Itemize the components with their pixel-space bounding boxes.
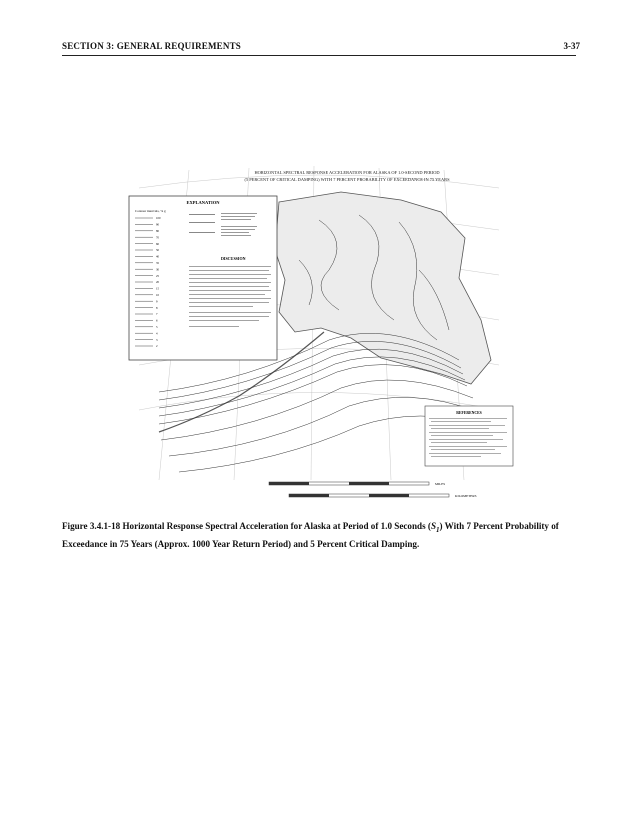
caption-suffix: ) With 7 Percent Probability of Exceedance in 75 Years (Approx. 1000 Year Return Period) and 5 Percent Critical Damping. <box>62 521 559 550</box>
contour-key-value: 6 <box>156 318 158 323</box>
contour-key-value: 4 <box>156 331 158 336</box>
contour-key-value: 30 <box>156 267 159 272</box>
explanation-box <box>129 196 277 360</box>
page-number: 3-37 <box>563 41 580 51</box>
contour-key-value: 7 <box>156 312 158 317</box>
discussion-title: DISCUSSION <box>221 256 246 261</box>
contour-key-value: 2 <box>156 344 158 349</box>
contour-key-value: 50 <box>156 248 159 253</box>
contour-key-value: 3 <box>156 337 158 342</box>
figure-caption <box>62 519 578 552</box>
alaska-spectral-map <box>119 160 516 505</box>
header-rule <box>62 55 576 56</box>
contour-key-value: 9 <box>156 299 158 304</box>
caption-symbol: S <box>430 521 436 531</box>
caption-subscript: 1 <box>436 525 440 534</box>
contour-key-value: 70 <box>156 235 159 240</box>
scale-km-label: KILOMETERS <box>455 494 477 498</box>
references-box <box>425 406 513 466</box>
scale-miles-label: MILES <box>435 482 446 486</box>
references-title: REFERENCES <box>456 411 482 415</box>
contour-key-value: 90 <box>156 222 159 227</box>
contour-key-value: 40 <box>156 254 159 259</box>
contour-key-value: 80 <box>156 229 159 233</box>
caption-prefix: Figure 3.4.1-18 Horizontal Response Spectral Acceleration for Alaska at Period of 1.0 Seconds ( <box>62 521 431 531</box>
contour-key-value: 5 <box>156 325 158 329</box>
section-header: SECTION 3: GENERAL REQUIREMENTS <box>62 41 241 51</box>
alaska-landmass <box>275 192 491 384</box>
contour-key-value: 8 <box>156 305 158 310</box>
contour-key-value: 20 <box>156 280 159 285</box>
contour-key-value: 25 <box>156 273 159 278</box>
contour-intervals-heading: Contour intervals, % g <box>135 209 166 213</box>
explanation-title: EXPLANATION <box>186 200 220 205</box>
contour-key-value: 15 <box>156 286 159 291</box>
contour-key-value: 10 <box>156 293 159 297</box>
map-title-line2: (5 PERCENT OF CRITICAL DAMPING) WITH 7 PERCENT PROBABILITY OF EXCEEDANCE IN 75 YEARS <box>244 177 450 182</box>
map-title-line1: HORIZONTAL SPECTRAL RESPONSE ACCELERATION FOR ALASKA OF 1.0-SECOND PERIOD <box>254 170 440 175</box>
contour-key-value: 100 <box>156 216 161 221</box>
contour-key-value: 35 <box>156 261 159 265</box>
contour-key-value: 60 <box>156 241 159 246</box>
scale-bars <box>269 482 477 498</box>
